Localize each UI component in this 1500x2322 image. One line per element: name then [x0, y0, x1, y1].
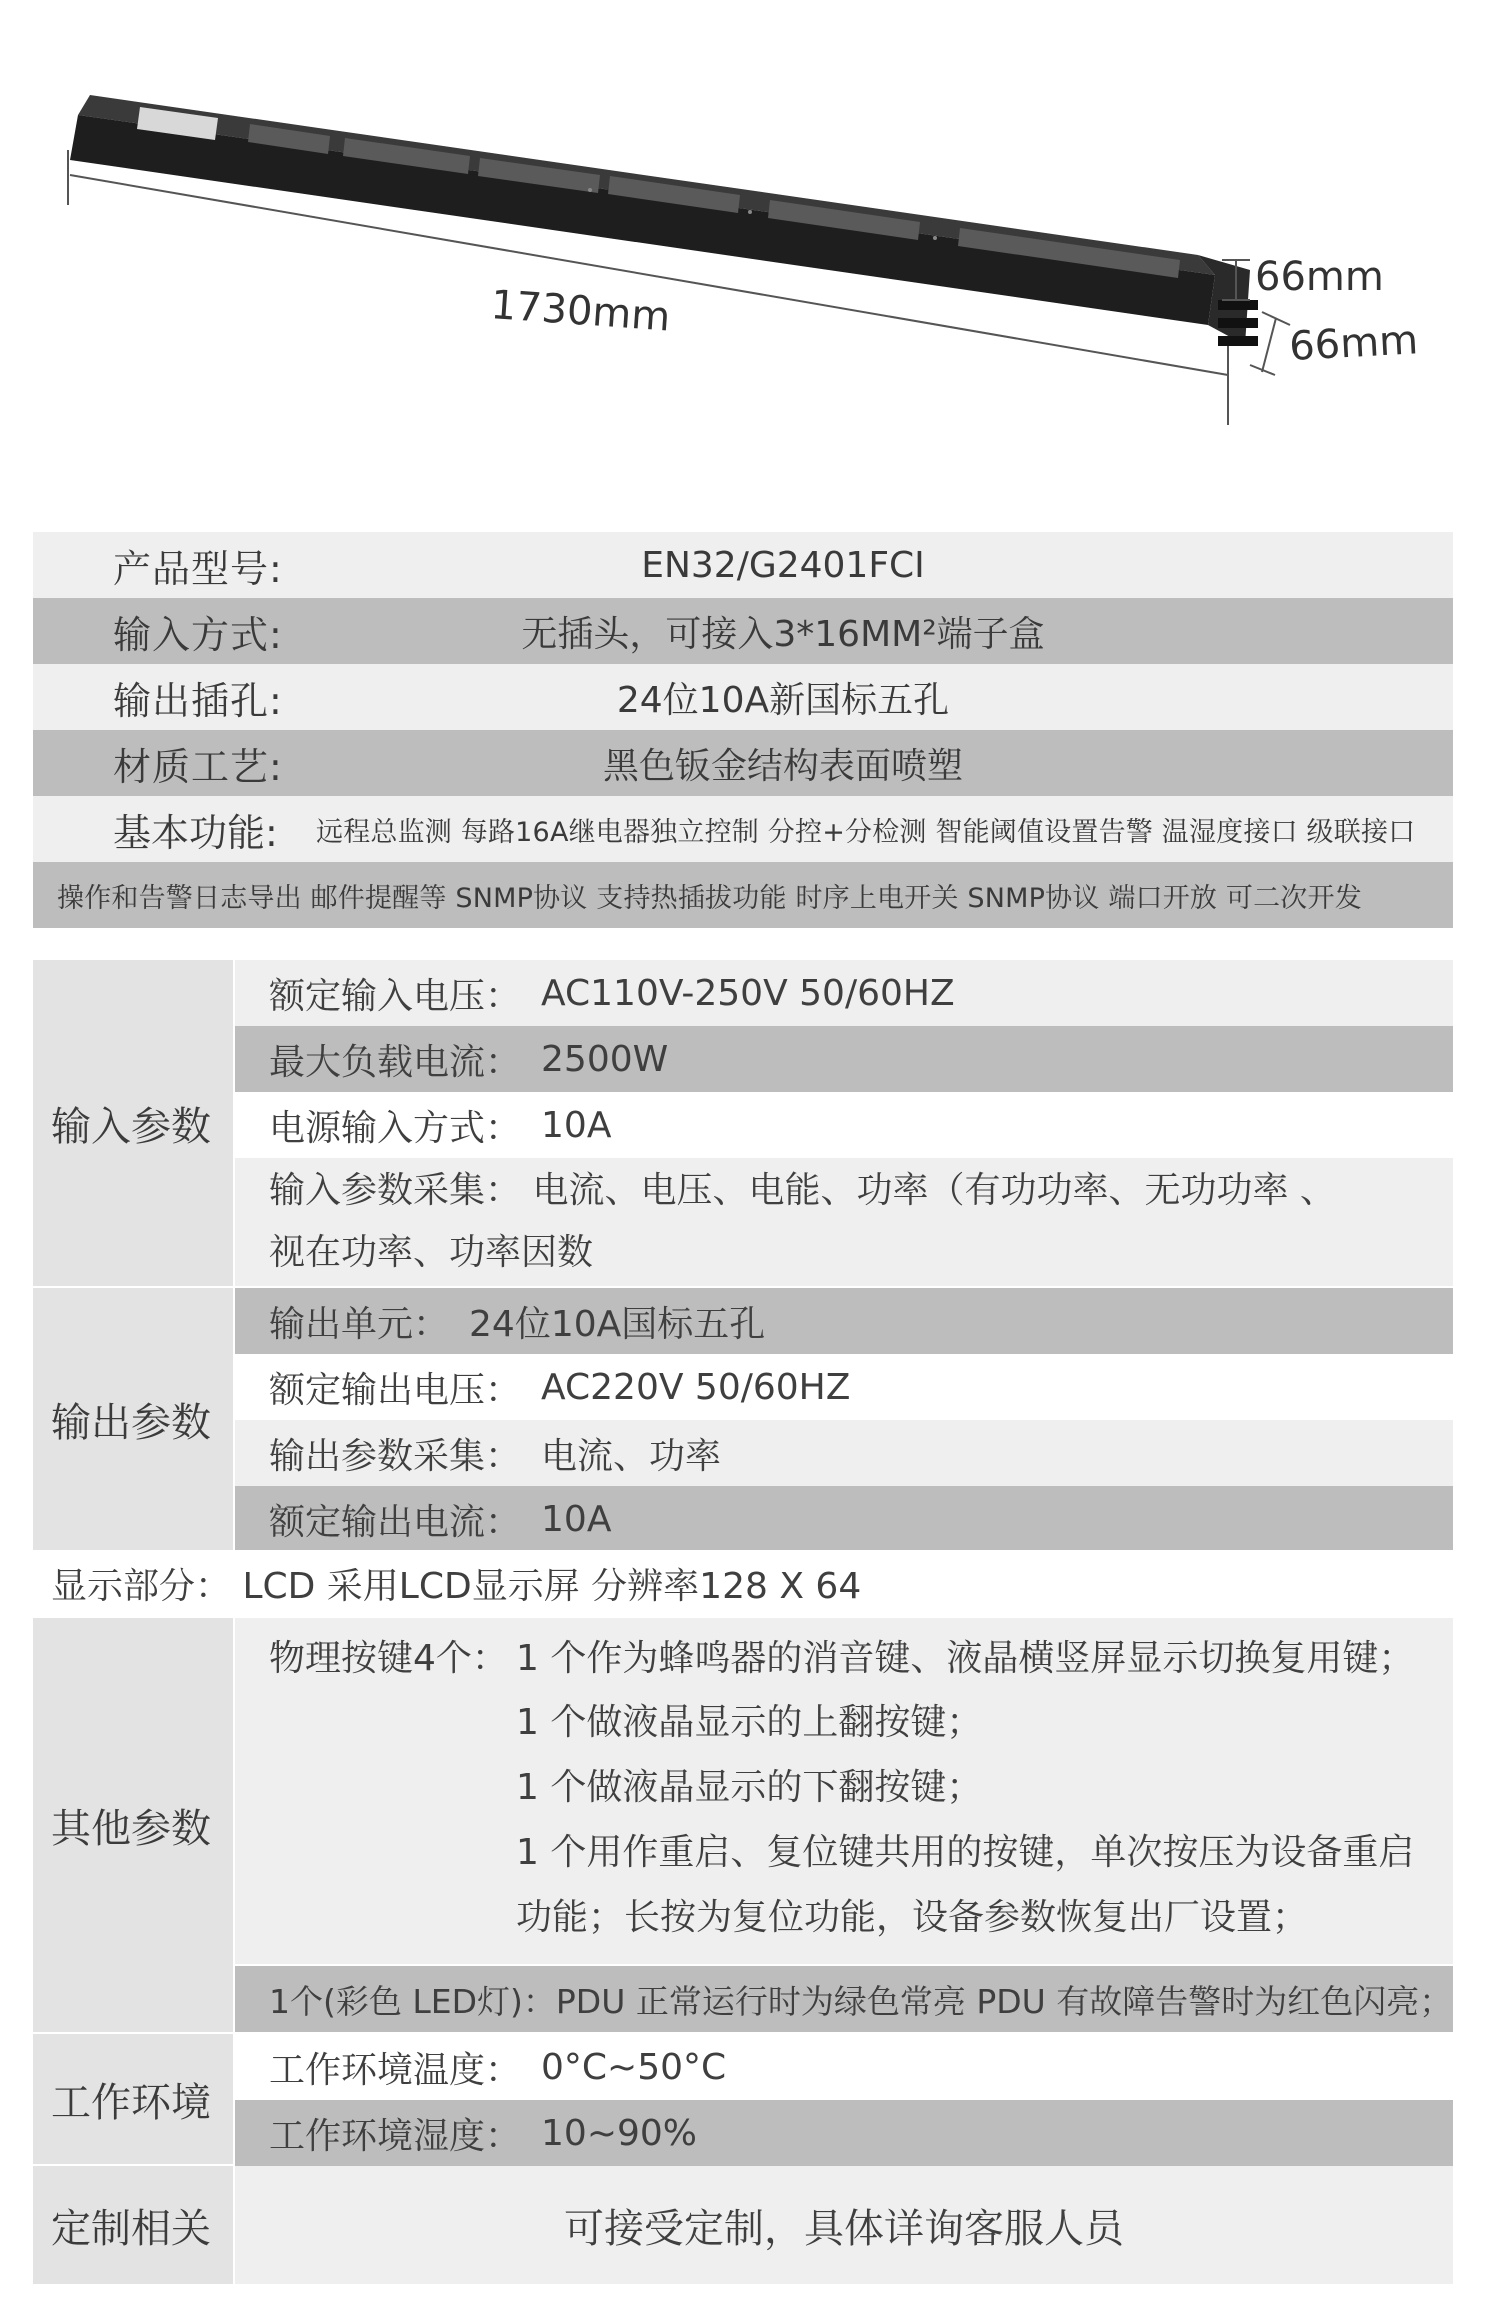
input-voltage-value: AC110V-250V 50/60HZ: [541, 972, 955, 1014]
input-voltage-row: [235, 960, 1453, 1026]
input-collect-line-2: 视在功率、功率因数: [269, 1232, 594, 1273]
input-collect-row: [235, 1158, 1453, 1286]
function-text-line-2: 操作和告警日志导出 邮件提醒等 SNMP协议 支持热插拔功能 时序上电开关 SNMP协议 端口开放 可二次开发: [57, 882, 1362, 914]
physical-keys-block: [235, 1618, 1453, 1964]
input-params-category: [33, 960, 233, 1286]
env-humidity-key: 工作环境湿度：: [269, 2115, 522, 2157]
output-params-title: 输出参数: [51, 1399, 211, 1446]
output-current-key: 额定输出电流：: [269, 1501, 522, 1543]
led-text: 1个(彩色 LED灯)：PDU 正常运行时为绿色常亮 PDU 有故障告警时为红色闪亮；: [269, 1981, 1453, 2021]
output-voltage-key: 额定输出电压：: [269, 1369, 522, 1411]
model-label: 产品型号:: [113, 546, 283, 591]
input-params-title: 输入参数: [51, 1103, 211, 1150]
led-row: [235, 1966, 1453, 2032]
env-humidity-value: 10~90%: [541, 2112, 698, 2154]
function-row-2: [33, 862, 1453, 928]
other-params-title: 其他参数: [51, 1805, 211, 1852]
input-method-value: 无插头，可接入3*16MM²端子盒: [521, 613, 1045, 655]
model-row: [33, 532, 1453, 598]
input-method-label: 输入方式:: [113, 612, 283, 657]
keys-line-1: 1 个作为蜂鸣器的消音键、液晶横竖屏显示切换复用键；: [516, 1638, 1415, 1679]
input-method-row: [33, 598, 1453, 664]
output-voltage-row: [235, 1354, 1453, 1420]
custom-value: 可接受定制，具体详询客服人员: [564, 2205, 1124, 2252]
max-load-value: 2500W: [541, 1038, 669, 1080]
env-humidity-row: [235, 2100, 1453, 2166]
custom-category: [33, 2166, 233, 2284]
power-input-row: [235, 1092, 1453, 1158]
display-row: [33, 1550, 1453, 1616]
env-temperature-value: 0°C~50°C: [541, 2046, 727, 2088]
environment-title: 工作环境: [51, 2079, 211, 2126]
keys-line-4: 1 个用作重启、复位键共用的按键，单次按压为设备重启: [516, 1832, 1415, 1873]
input-collect-line-1: 输入参数采集： 电流、电压、电能、功率（有功功率、无功功率 、: [269, 1170, 1336, 1211]
material-value: 黑色钣金结构表面喷塑: [602, 745, 963, 787]
output-collect-row: [235, 1420, 1453, 1486]
custom-row: [235, 2166, 1453, 2284]
env-temperature-key: 工作环境温度：: [269, 2049, 522, 2091]
keys-line-5: 功能；长按为复位功能，设备参数恢复出厂设置；: [516, 1897, 1309, 1938]
keys-line-3: 1 个做液晶显示的下翻按键；: [516, 1767, 983, 1808]
max-load-row: [235, 1026, 1453, 1092]
function-label: 基本功能:: [113, 810, 278, 855]
function-row-1: [33, 796, 1453, 862]
output-voltage-value: AC220V 50/60HZ: [541, 1366, 851, 1408]
width-dimension-label: 66mm: [1288, 317, 1420, 370]
power-input-key: 电源输入方式：: [269, 1107, 522, 1149]
keys-line-2: 1 个做液晶显示的上翻按键；: [516, 1702, 983, 1743]
output-collect-value: 电流、功率: [541, 1435, 722, 1477]
output-unit-key: 输出单元：: [269, 1303, 450, 1345]
env-temperature-row: [235, 2034, 1453, 2100]
output-params-category: [33, 1288, 233, 1550]
display-text: 显示部分： LCD 采用LCD显示屏 分辨率128 X 64: [51, 1565, 862, 1607]
output-socket-row: [33, 664, 1453, 730]
environment-category: [33, 2034, 233, 2164]
output-current-value: 10A: [541, 1498, 612, 1540]
physical-keys-head: 物理按键4个：: [269, 1638, 508, 1679]
output-socket-label: 输出插孔:: [113, 678, 283, 723]
other-params-category: [33, 1618, 233, 2032]
output-unit-value: 24位10A国标五孔: [469, 1303, 766, 1345]
material-row: [33, 730, 1453, 796]
output-current-row: [235, 1486, 1453, 1552]
output-collect-key: 输出参数采集：: [269, 1435, 522, 1477]
function-text-line-1: 远程总监测 每路16A继电器独立控制 分控+分检测 智能阈值设置告警 温湿度接口 级联接口: [316, 816, 1416, 848]
power-input-value: 10A: [541, 1104, 612, 1146]
output-unit-row: [235, 1288, 1453, 1354]
pdu-product-image: [0, 0, 1500, 470]
material-label: 材质工艺:: [113, 744, 283, 789]
input-voltage-key: 额定输入电压：: [269, 975, 522, 1017]
length-dimension-label: 1730mm: [489, 282, 672, 341]
output-socket-value: 24位10A新国标五孔: [616, 679, 950, 721]
model-value: EN32/G2401FCI: [641, 544, 925, 586]
max-load-key: 最大负载电流：: [269, 1041, 522, 1083]
height-dimension-label: 66mm: [1255, 254, 1384, 300]
custom-title: 定制相关: [51, 2205, 211, 2252]
